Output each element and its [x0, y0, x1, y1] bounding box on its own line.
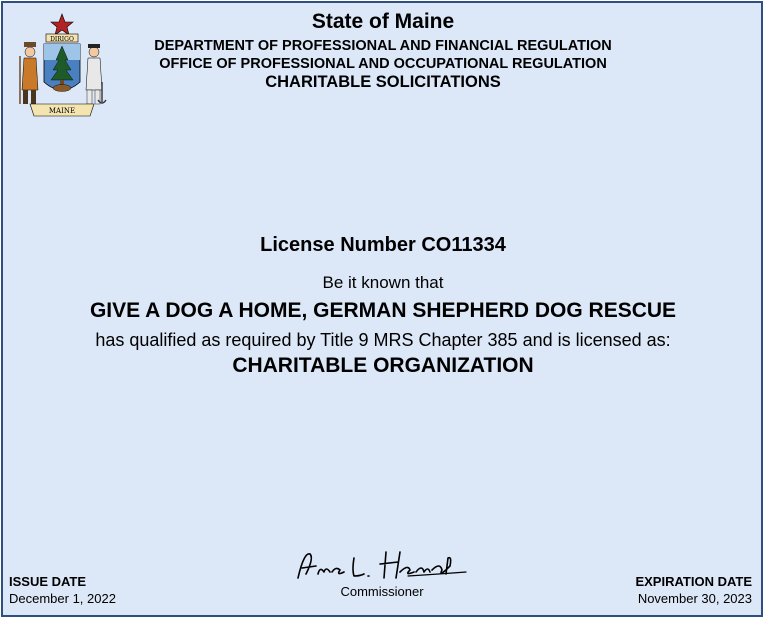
office-title: OFFICE OF PROFESSIONAL AND OCCUPATIONAL REGULATION — [159, 56, 607, 72]
seal-banner-text: DIRIGO — [50, 36, 74, 43]
qualification-text: has qualified as required by Title 9 MRS Chapter 385 and is licensed as: — [95, 330, 671, 350]
expiration-date-value: November 30, 2023 — [637, 591, 752, 606]
license-number: License Number CO11334 — [260, 234, 506, 256]
organization-name: GIVE A DOG A HOME, GERMAN SHEPHERD DOG RESCUE — [89, 299, 677, 322]
issue-date-label: ISSUE DATE — [9, 574, 87, 589]
department-title: DEPARTMENT OF PROFESSIONAL AND FINANCIAL REGULATION — [154, 38, 612, 54]
seal-ribbon-text: MAINE — [48, 107, 76, 115]
commissioner-signature — [290, 544, 470, 586]
expiration-date-label: EXPIRATION DATE — [635, 574, 752, 589]
state-title: State of Maine — [311, 10, 455, 33]
license-type: CHARITABLE ORGANIZATION — [232, 354, 534, 377]
division-title: CHARITABLE SOLICITATIONS — [265, 73, 501, 91]
signer-title: Commissioner — [340, 584, 424, 599]
issue-date-value: December 1, 2022 — [9, 591, 116, 606]
intro-text: Be it known that — [322, 273, 444, 292]
